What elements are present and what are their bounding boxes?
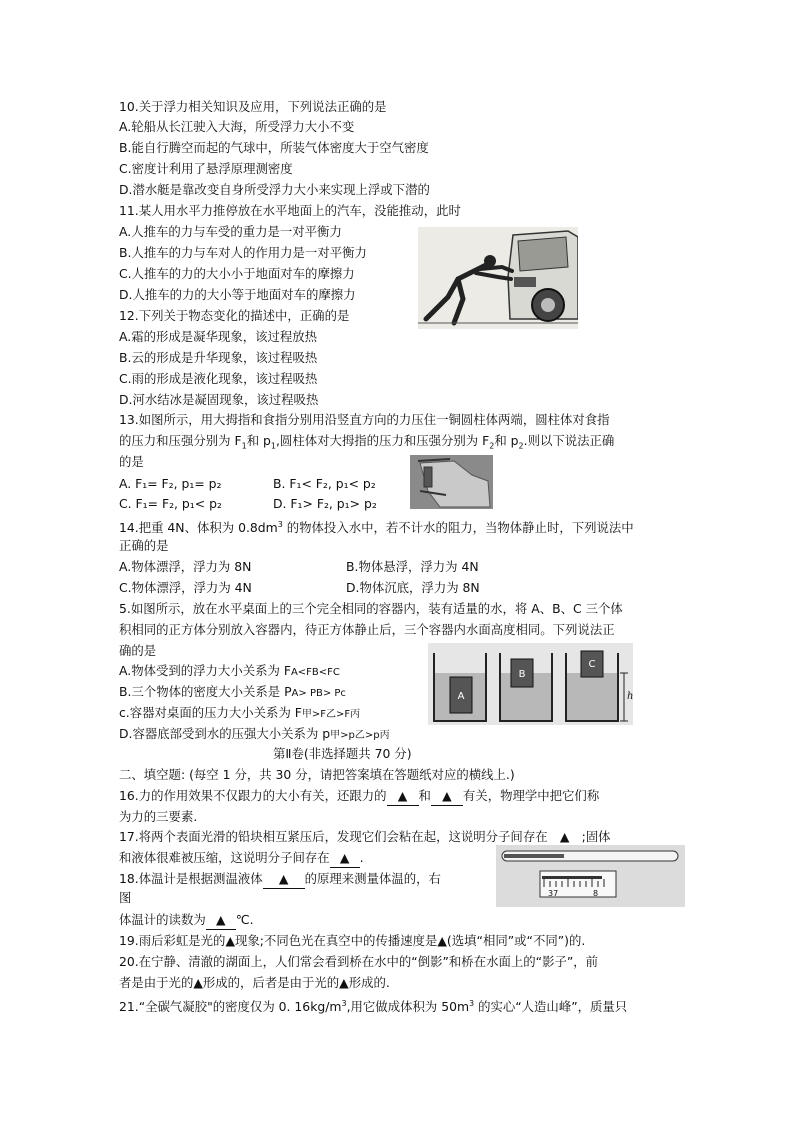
h-label: h — [627, 691, 633, 702]
q15-line1: 5.如图所示，放在水平桌面上的三个完全相同的容器内，装有适量的水，将 A、B、C 三个体 — [119, 601, 623, 616]
q15-line2: 积相同的正方体分别放入容器内，待正方体静止后，三个容器内水面高度相同。下列说法正 — [119, 622, 615, 637]
q12-option-b: B.云的形成是升华现象，该过程吸热 — [119, 350, 318, 365]
thermometer-scale-8: 8 — [593, 889, 599, 898]
thermometer-scale-37: 37 — [548, 889, 559, 898]
q14-line1: 14.把重 4N、体积为 $0.8dm^3$ 的物体投入水中，若不计水的阻力，当物体静止时，下列说法中 — [119, 520, 634, 536]
q18-line1: 18.体温计是根据测温液体 ▲ 的原理来测量体温的，右 — [119, 870, 441, 889]
q15-line3: 确的是 — [119, 643, 157, 658]
q10-option-b: B.能自行腾空而起的气球中，所装气体密度大于空气密度 — [119, 140, 429, 155]
q18-line3: 体温计的读数为 ▲ ℃. — [119, 911, 254, 930]
q12-stem: 12.下列关于物态变化的描述中，正确的是 — [119, 308, 350, 323]
q15-option-c: c.容器对桌面的压力大小关系为 F甲>F乙>F丙 — [119, 705, 361, 720]
q10-option-a: A.轮船从长江驶入大海，所受浮力大小不变 — [119, 119, 355, 134]
q13-option-d: D. F₁> F₂, p₁> p₂ — [273, 496, 377, 511]
q12-option-c: C.雨的形成是液化现象，该过程吸热 — [119, 371, 318, 386]
q13-line2: 的压力和压强分别为 $F_1$和 $p_1$,圆柱体对大拇指的压力和压强分别为 $F_2$和 $p_2$.则以下说法正确 — [119, 433, 615, 451]
q13-line3: 的是 — [119, 454, 144, 469]
three-containers-figure — [428, 643, 633, 725]
q13-line1: 13.如图所示，用大拇指和食指分别用沿竖直方向的力压住一铜圆柱体两端，圆柱体对食指 — [119, 412, 610, 427]
q19-text: 19.雨后彩虹是光的▲现象;不同色光在真空中的传播速度是▲(选填“相同”或“不同”)的. — [119, 933, 586, 948]
q14-option-d: D.物体沉底，浮力为 8N — [346, 580, 480, 595]
q15-option-b: B.三个物体的密度大小关系是 PA> PB> Pc — [119, 684, 346, 699]
q17-line1: 17.将两个表面光滑的铅块相互紧压后，发现它们会粘在起，这说明分子间存在 ▲ ;固体 — [119, 828, 611, 847]
q10-option-d: D.潜水艇是靠改变自身所受浮力大小来实现上浮或下潜的 — [119, 182, 430, 197]
q15-option-a: A.物体受到的浮力大小关系为 FA<FB<FC — [119, 663, 340, 678]
q21-line1: 21.“全碳气凝胶"的密度仅为 0. $16kg/m^3$,用它做成体积为 $50m^3$ 的实心“人造山峰”，质量只 — [119, 999, 628, 1015]
q14-option-a: A.物体漂浮，浮力为 8N — [119, 559, 252, 574]
q16-line1: 16.力的作用效果不仅跟力的大小有关，还跟力的 ▲ 和 ▲ 有关，物理学中把它们称 — [119, 787, 599, 806]
q13-option-a: A. F₁= F₂, p₁= p₂ — [119, 476, 222, 491]
q11-option-d: D.人推车的力的大小等于地面对车的摩擦力 — [119, 287, 356, 302]
q13-option-b: B. F₁< F₂, p₁< p₂ — [273, 476, 376, 491]
q10-option-c: C.密度计利用了悬浮原理测密度 — [119, 161, 293, 176]
q12-option-d: D.河水结冰是凝固现象，该过程吸热 — [119, 392, 319, 407]
section-2-title: 第Ⅱ卷(非选择题共 70 分) — [273, 746, 412, 761]
cube-c-label: C — [588, 659, 596, 670]
fingers-cylinder-figure — [410, 455, 493, 509]
q11-option-c: C.人推车的力的大小小于地面对车的摩擦力 — [119, 266, 355, 281]
person-pushing-car-figure — [418, 227, 578, 329]
q11-option-a: A.人推车的力与车受的重力是一对平衡力 — [119, 224, 342, 239]
q11-stem: 11.某人用水平力推停放在水平地面上的汽车，没能推动，此时 — [119, 203, 461, 218]
q18-line2: 图 — [119, 890, 132, 905]
q17-line2: 和液体很难被压缩，这说明分子间存在 ▲ . — [119, 849, 364, 868]
q11-option-b: B.人推车的力与车对人的作用力是一对平衡力 — [119, 245, 367, 260]
q20-line1: 20.在宁静、清澈的湖面上，人们常会看到桥在水中的“倒影”和桥在水面上的“影子”，前 — [119, 954, 599, 969]
q20-line2: 者是由于光的▲形成的，后者是由于光的▲形成的. — [119, 975, 390, 990]
q12-option-a: A.霜的形成是凝华现象，该过程放热 — [119, 329, 318, 344]
q14-line2: 正确的是 — [119, 538, 169, 553]
cube-b-label: B — [518, 669, 526, 680]
thermometer-figure — [496, 845, 685, 907]
q15-option-d: D.容器底部受到水的压强大小关系为 p甲>p乙>p丙 — [119, 726, 390, 741]
q10-stem: 10.关于浮力相关知识及应用，下列说法正确的是 — [119, 99, 387, 114]
q13-option-c: C. F₁= F₂, p₁< p₂ — [119, 496, 222, 511]
q16-line2: 为力的三要素. — [119, 809, 198, 824]
q14-option-c: C.物体漂浮，浮力为 4N — [119, 580, 252, 595]
part2-header: 二、填空题: (每空 1 分，共 30 分，请把答案填在答题纸对应的横线上.) — [119, 767, 515, 782]
q14-option-b: B.物体悬浮，浮力为 4N — [346, 559, 479, 574]
cube-a-label: A — [457, 691, 465, 702]
